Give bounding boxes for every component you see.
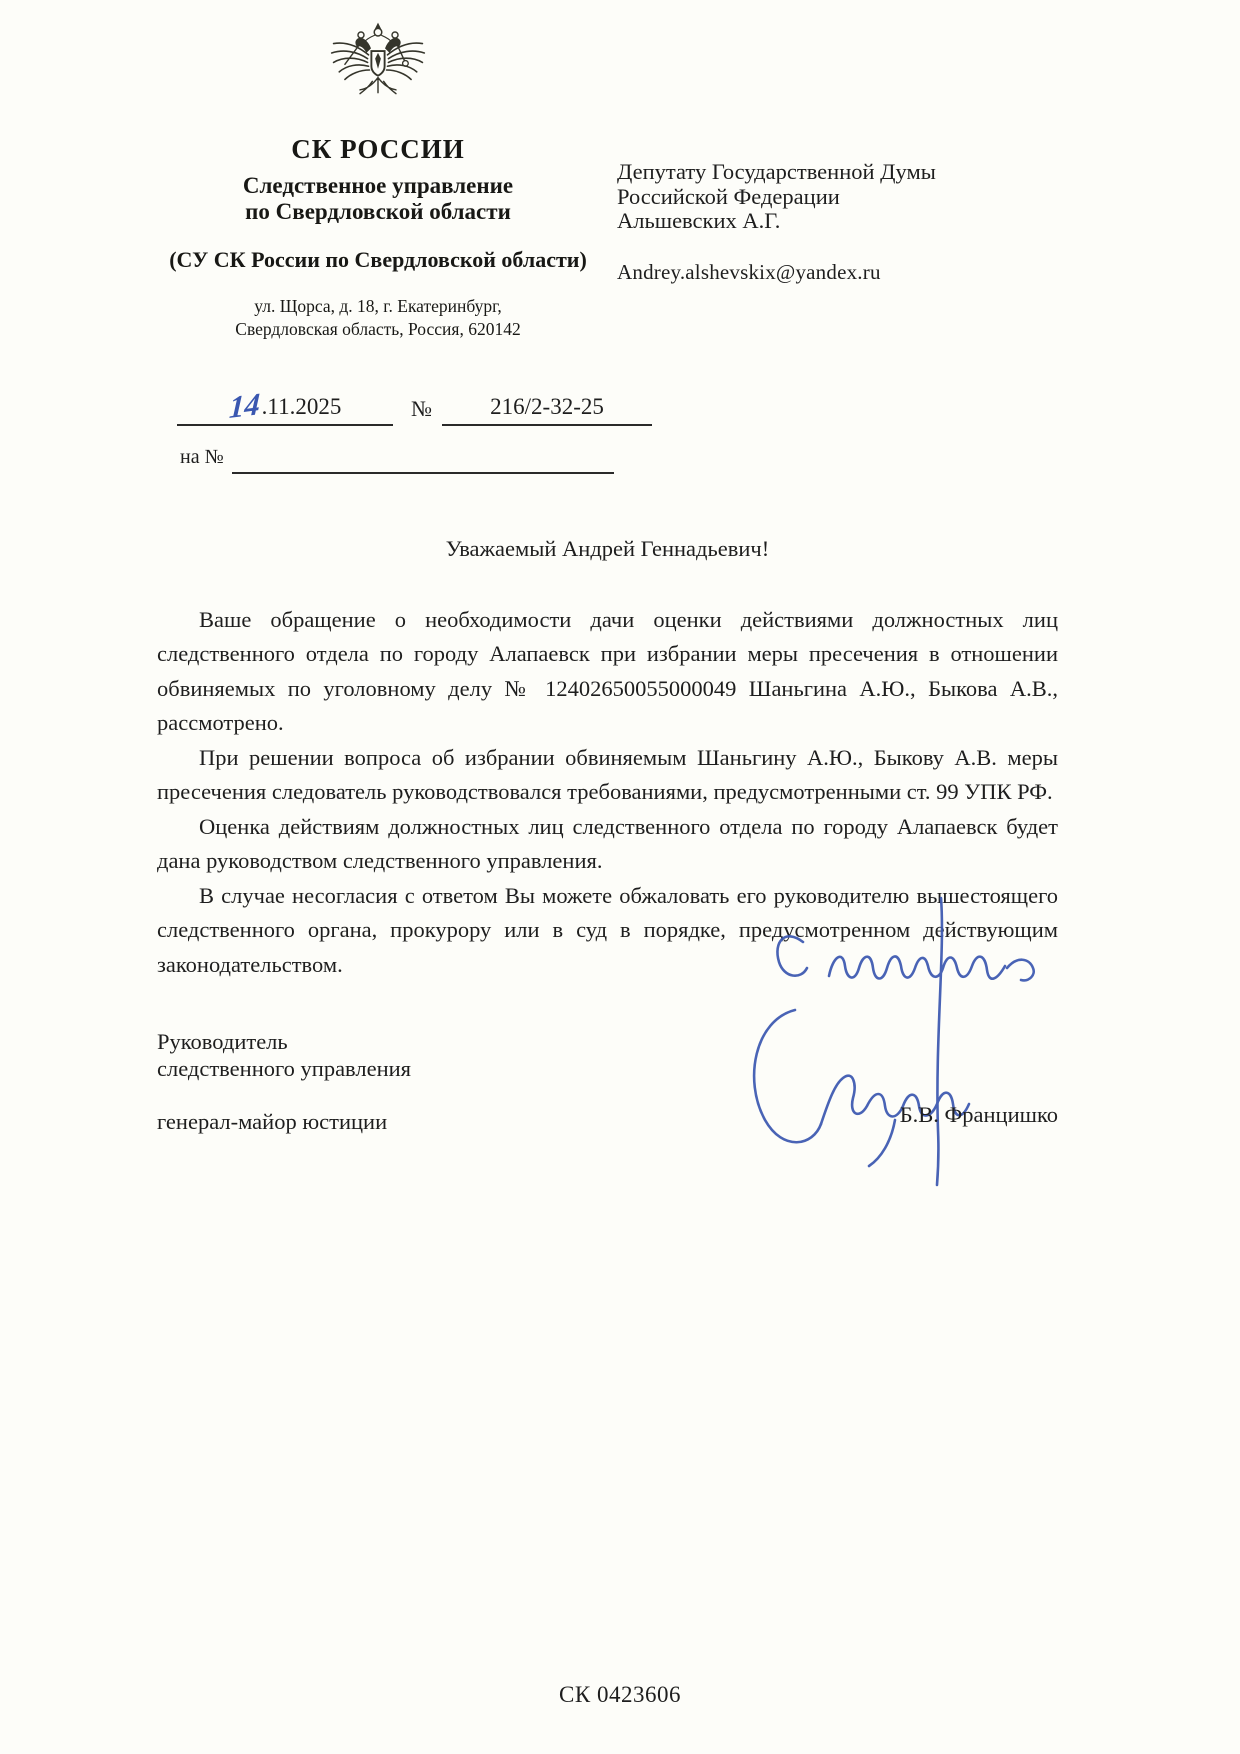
org-title: СК РОССИИ — [291, 134, 465, 164]
reference-label: на № — [180, 446, 224, 468]
recipient-line1: Депутату Государственной Думы — [617, 159, 936, 184]
body-paragraph: При решении вопроса об избрании обвиняемым Шаньгину А.Ю., Быкову А.В. меры пресечения следователь руководствовался требованиями, предусмотренными ст. 99 УПК РФ. — [157, 744, 1058, 804]
signatory-name: Б.В. Францишко — [899, 1102, 1058, 1127]
org-address-line1: ул. Щорса, д. 18, г. Екатеринбург, — [254, 296, 502, 316]
org-subtitle-line1: Следственное управление — [242, 173, 514, 198]
recipient-block — [617, 160, 1097, 284]
date-printed: .11.2025 — [261, 394, 342, 419]
body-paragraph: Оценка действиям должностных лиц следственного отдела по городу Алапаевск будет дана руководством следственного управления. — [157, 813, 1058, 873]
org-subtitle — [160, 173, 596, 225]
salutation: Уважаемый Андрей Геннадьевич! — [445, 536, 770, 561]
recipient-email: Andrey.alshevskix@yandex.ru — [617, 259, 881, 284]
signatory-rank: генерал-майор юстиции — [157, 1109, 388, 1134]
body-paragraph: В случае несогласия с ответом Вы можете обжаловать его руководителю вышестоящего следственного органа, прокурору или в суд в порядке, предусмотренном действующим законодательством. — [157, 882, 1058, 977]
org-address-line2: Свердловская область, Россия, 620142 — [235, 319, 521, 339]
date-number-row — [177, 386, 657, 426]
outgoing-number-field — [442, 394, 652, 426]
recipient-line3: Альшевских А.Г. — [617, 208, 781, 233]
handwritten-day: 14 — [227, 385, 261, 426]
form-number: СК 0423606 — [559, 1682, 681, 1707]
outgoing-number: 216/2-32-25 — [490, 394, 604, 419]
signatory-position-line1: Руководитель — [157, 1029, 288, 1054]
russia-coat-of-arms-icon — [326, 22, 430, 118]
signatory-position-line2: следственного управления — [157, 1056, 412, 1081]
reference-number-row — [180, 446, 614, 474]
date-field — [177, 386, 393, 426]
org-subtitle-line2: по Свердловской области — [245, 199, 511, 224]
org-abbreviation: (СУ СК России по Свердловской области) — [169, 247, 587, 272]
recipient-line2: Российской Федерации — [617, 183, 840, 209]
letter-body — [157, 532, 1058, 982]
body-paragraph: Ваше обращение о необходимости дачи оценки действиями должностных лиц следственного отдела по городу Алапаевск при избрании меры пресечения в отношении обвиняемых по уголовному делу № 12402650055000049 Шаньгина А.Ю., Быкова А.В., рассмотрено. — [157, 606, 1058, 735]
signatory-block — [157, 1028, 411, 1135]
letterhead — [160, 22, 596, 341]
reference-blank-line — [232, 446, 614, 474]
org-address — [160, 295, 596, 341]
number-sign: № — [411, 396, 432, 421]
